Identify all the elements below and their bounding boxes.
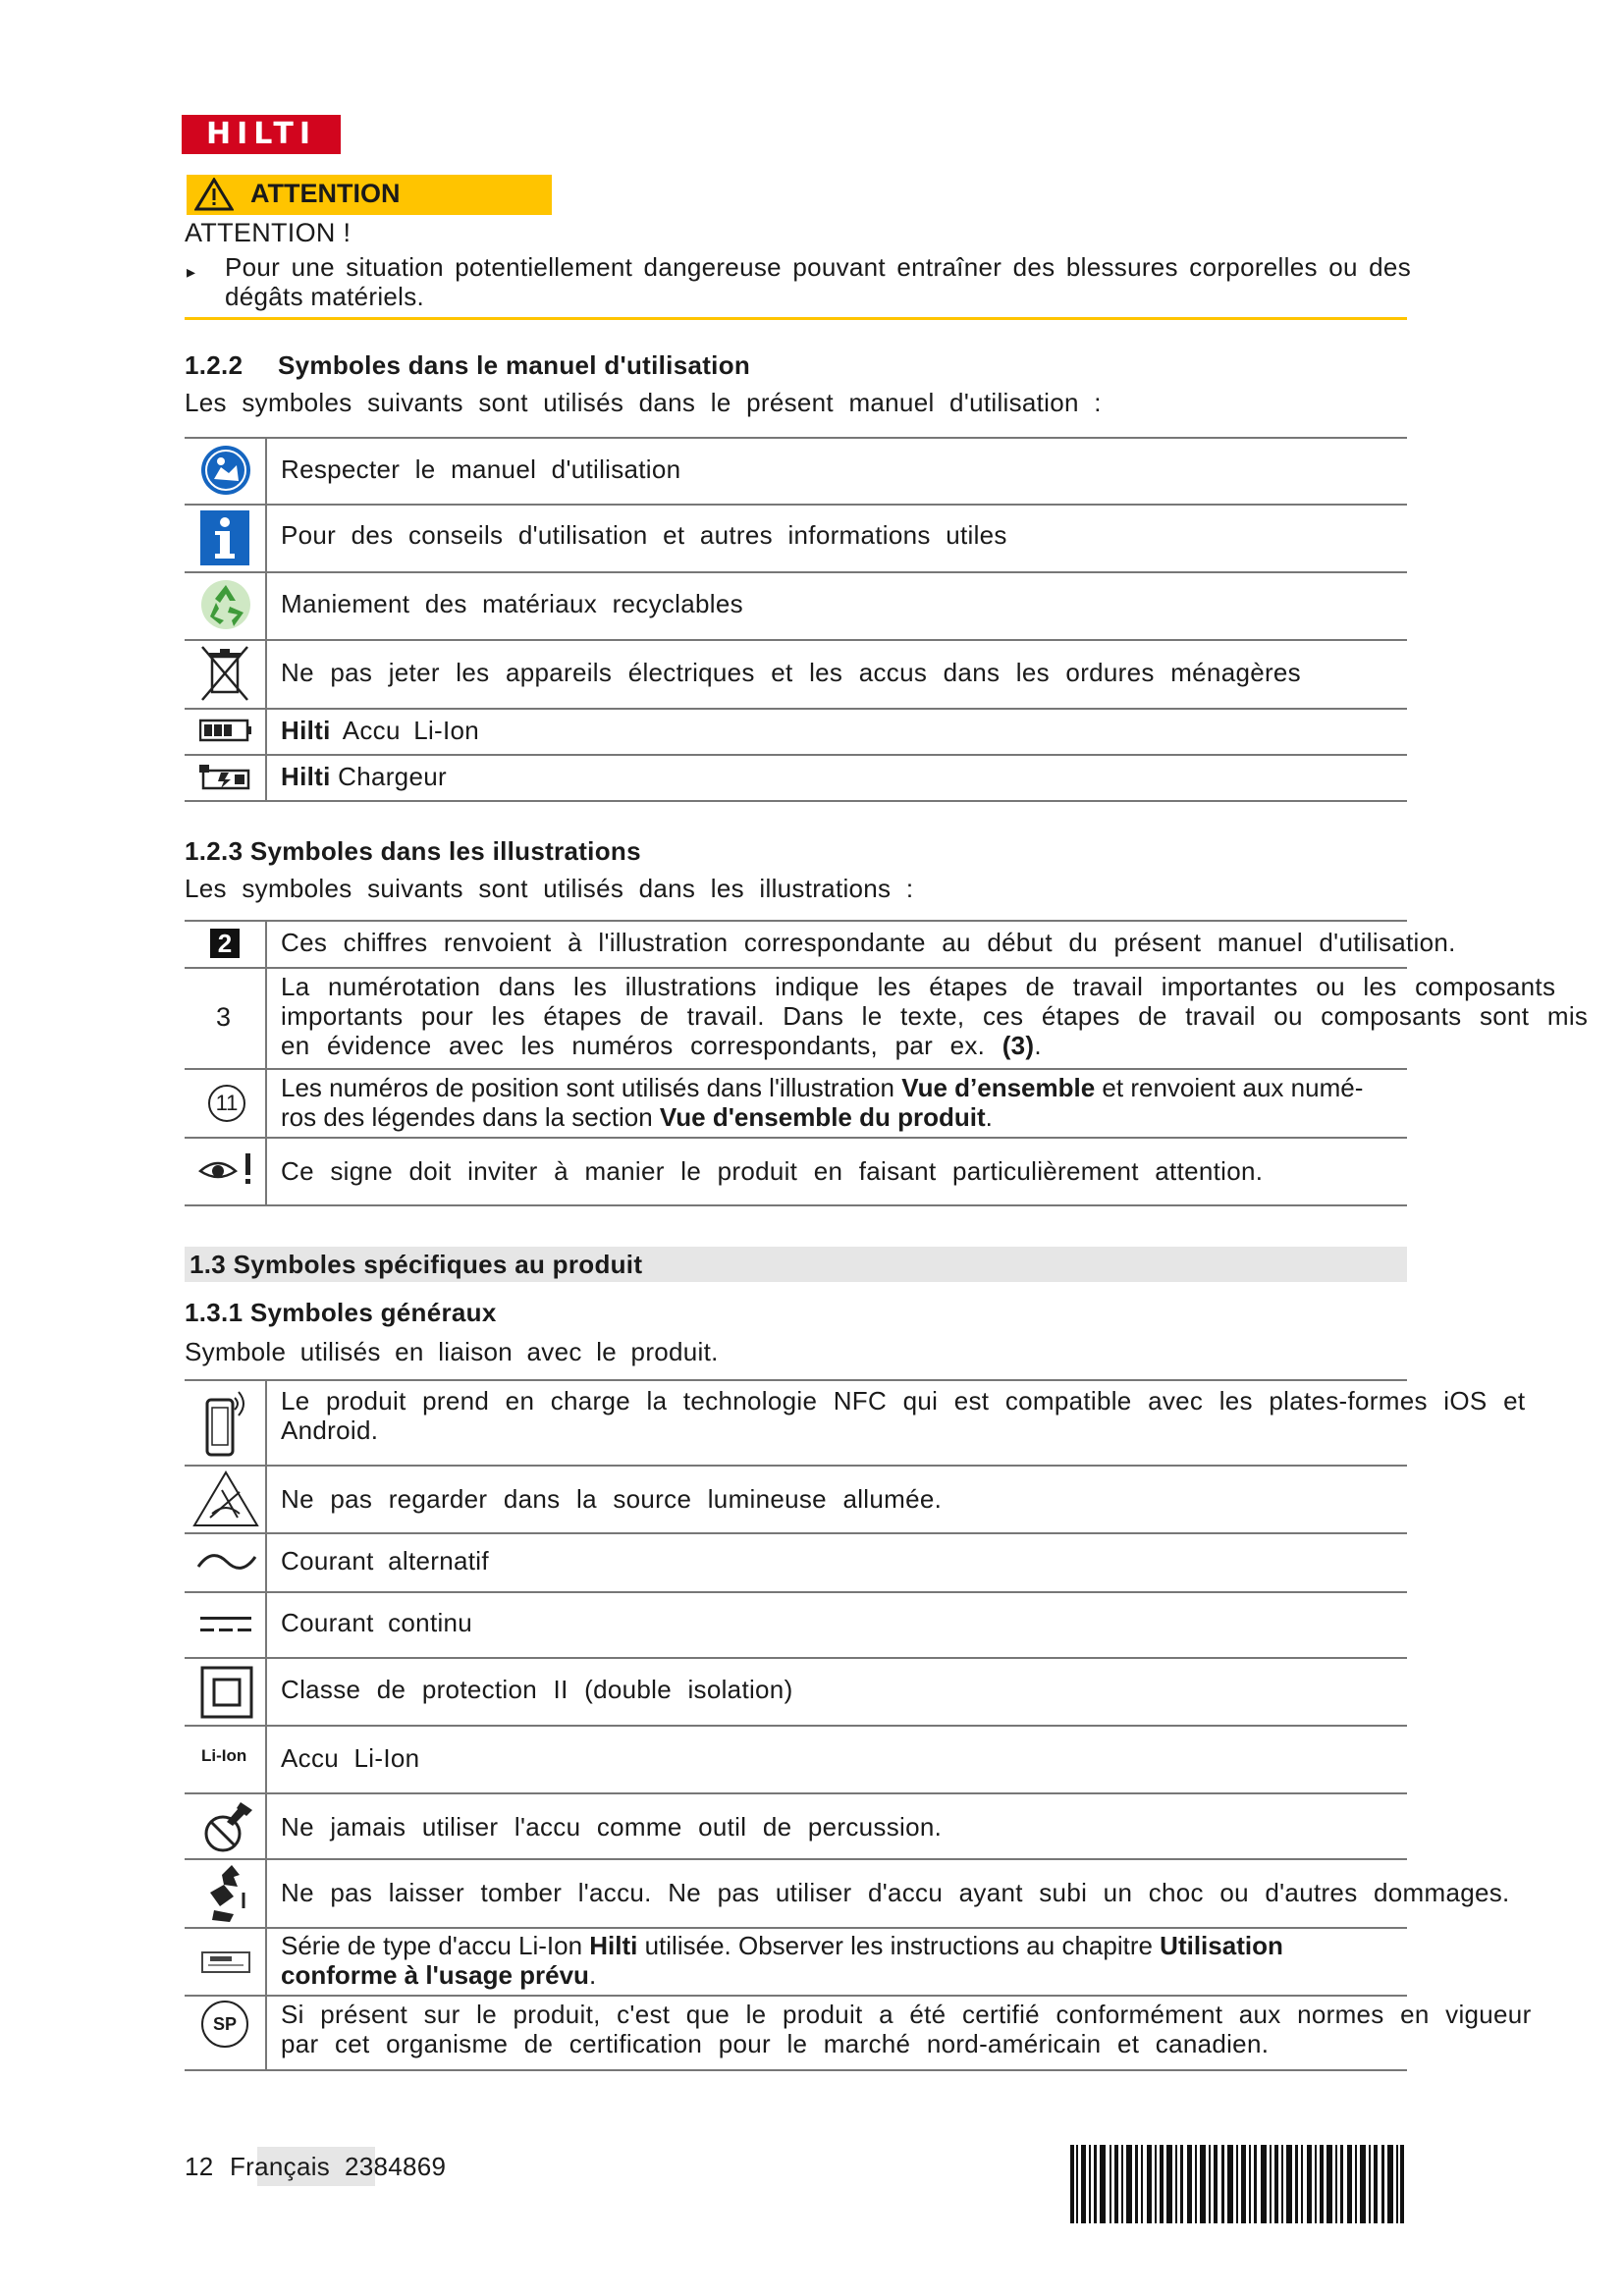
table-rule (185, 1465, 1407, 1467)
table-rule (185, 1379, 1407, 1381)
table-rule (185, 1204, 1407, 1206)
row-text-line: importants pour les étapes de travail. Dans le texte, ces étapes de travail ou composants sont mis (281, 1001, 1589, 1031)
row-text: Respecter le manuel d'utilisation (281, 454, 681, 484)
table-rule (185, 1995, 1407, 1997)
row-text-line (281, 1102, 993, 1132)
barcode (1070, 2145, 1404, 2223)
row-text: Ne pas regarder dans la source lumineuse allumée. (281, 1484, 943, 1514)
table-rule (185, 1927, 1407, 1929)
table-column-rule (265, 437, 267, 802)
example-number: (3) (1001, 1031, 1035, 1060)
csa-mark-icon: SP (201, 2001, 248, 2048)
row-text-part: et renvoient aux numé- (1095, 1073, 1364, 1102)
manual-icon (199, 444, 252, 497)
row-text-part: . (588, 1960, 597, 1990)
row-text (281, 762, 447, 791)
row-text-bold: Vue d'ensemble du produit (659, 1102, 986, 1132)
row-text: Ces chiffres renvoient à l'illustration correspondante au début du présent manuel d'utilisation. (281, 928, 1456, 957)
logo-text: HILTI (205, 117, 317, 151)
row-text-line: Android. (281, 1415, 379, 1445)
row-text-line (281, 1031, 1042, 1060)
brand-name: Hilti (589, 1931, 638, 1960)
warning-banner (187, 175, 552, 215)
warning-text: Pour une situation potentiellement dangereuse pouvant entraîner des blessures corporelles ou des dégâts matériels. (225, 252, 1411, 311)
row-text-part: utilisée. Observer les instructions au chapitre (637, 1931, 1161, 1960)
row-text: Courant alternatif (281, 1546, 489, 1575)
table-rule (185, 2069, 1407, 2071)
table-rule (185, 1858, 1407, 1860)
no-look-laser-icon (192, 1470, 259, 1527)
row-text-line (281, 1073, 1363, 1102)
table-rule (185, 639, 1407, 641)
table-rule (185, 504, 1407, 506)
table-rule (185, 920, 1407, 922)
nfc-phone-icon (201, 1386, 250, 1459)
section-heading: Symboles dans le manuel d'utilisation (278, 350, 751, 380)
warning-divider (185, 317, 1407, 320)
table-rule (185, 1068, 1407, 1070)
section-heading: 1.3 Symboles spécifiques au produit (189, 1250, 643, 1279)
warning-triangle-icon (194, 178, 234, 211)
row-text-rest: Accu Li-Ion (330, 716, 480, 745)
section-intro: Les symboles suivants sont utilisés dans le présent manuel d'utilisation : (185, 388, 1102, 417)
crossed-bin-icon (200, 645, 249, 702)
table-rule (185, 571, 1407, 573)
row-text-part: Les numéros de position sont utilisés dans l'illustration (281, 1073, 902, 1102)
row-text-part: ros des légendes dans la section (281, 1102, 660, 1132)
row-text: Pour des conseils d'utilisation et autres informations utiles (281, 520, 1007, 550)
row-text: Ne pas laisser tomber l'accu. Ne pas utiliser d'accu ayant subi un choc ou d'autres dommages. (281, 1878, 1510, 1907)
table-rule (185, 1591, 1407, 1593)
page-number: 12 (185, 2152, 214, 2181)
row-text-bold: conforme à l'usage prévu (281, 1960, 589, 1990)
hilti-logo (182, 115, 341, 154)
brand-name: Hilti (281, 716, 331, 745)
section-number: 1.2.2 (185, 350, 244, 380)
row-text-line: Si présent sur le produit, c'est que le produit a été certifié conformément aux normes en vigueur (281, 2000, 1532, 2029)
document-code: 2384869 (345, 2152, 447, 2181)
battery-icon (199, 719, 252, 742)
row-text-line: Le produit prend en charge la technologie NFC qui est compatible avec les plates-formes iOS et (281, 1386, 1526, 1415)
brand-name: Hilti (281, 762, 331, 791)
table-rule (185, 437, 1407, 439)
row-text: Ne pas jeter les appareils électriques et les accus dans les ordures ménagères (281, 658, 1301, 687)
row-text-part: . (1034, 1031, 1042, 1060)
battery-series-icon (200, 1949, 253, 1975)
no-hammer-icon (199, 1800, 254, 1855)
row-text: Courant continu (281, 1608, 473, 1637)
info-icon (200, 510, 249, 565)
row-text-part: en évidence avec les numéros correspondants, par ex. (281, 1031, 986, 1060)
row-text-line (281, 1931, 1283, 1960)
row-text-line (281, 1960, 596, 1990)
table-column-rule (265, 920, 267, 1206)
row-text: Ce signe doit inviter à manier le produit en faisant particulièrement attention. (281, 1156, 1264, 1186)
subsection-heading: 1.3.1 Symboles généraux (185, 1298, 497, 1327)
warning-banner-label: ATTENTION (250, 179, 401, 208)
row-text-bold: Utilisation (1160, 1931, 1283, 1960)
recycle-icon (200, 579, 251, 630)
eye-attention-icon (198, 1151, 255, 1187)
table-rule (185, 967, 1407, 969)
row-text: Maniement des matériaux recyclables (281, 589, 743, 618)
row-text-line: par cet organisme de certification pour le marché nord-américain et canadien. (281, 2029, 1270, 2058)
row-text: Classe de protection II (double isolation) (281, 1675, 793, 1704)
charger-icon (197, 763, 254, 792)
bullet-icon: ▸ (187, 262, 196, 282)
row-text: Accu Li-Ion (281, 1743, 420, 1773)
table-rule (185, 1792, 1407, 1794)
warning-title: ATTENTION ! (185, 218, 352, 247)
no-drop-icon (204, 1863, 249, 1924)
table-rule (185, 1532, 1407, 1534)
ac-icon (196, 1547, 257, 1576)
section-intro: Symbole utilisés en liaison avec le produit. (185, 1337, 719, 1366)
row-text-bold: Vue d’ensemble (901, 1073, 1096, 1102)
row-text-line: La numérotation dans les illustrations indique les étapes de travail importantes ou les composants (281, 972, 1556, 1001)
dc-icon (200, 1613, 251, 1636)
row-text (281, 716, 479, 745)
table-rule (185, 708, 1407, 710)
table-rule (185, 1725, 1407, 1727)
row-text-part: . (985, 1102, 993, 1132)
li-ion-icon: Li-Ion (201, 1746, 247, 1765)
table-rule (185, 1657, 1407, 1659)
table-rule (185, 800, 1407, 802)
row-text: Ne jamais utiliser l'accu comme outil de percussion. (281, 1812, 943, 1842)
language-label: Français (230, 2152, 331, 2181)
class2-icon (200, 1666, 253, 1719)
table-rule (185, 754, 1407, 756)
table-rule (185, 1137, 1407, 1139)
section-heading: 1.2.3 Symboles dans les illustrations (185, 836, 641, 866)
row-text-part: Série de type d'accu Li-Ion (281, 1931, 590, 1960)
row-text-rest: Chargeur (330, 762, 447, 791)
step-number-icon: 2 (210, 929, 240, 958)
legend-number-icon: 11 (208, 1085, 245, 1122)
position-number-icon: 3 (216, 1002, 232, 1032)
section-intro: Les symboles suivants sont utilisés dans les illustrations : (185, 874, 914, 903)
